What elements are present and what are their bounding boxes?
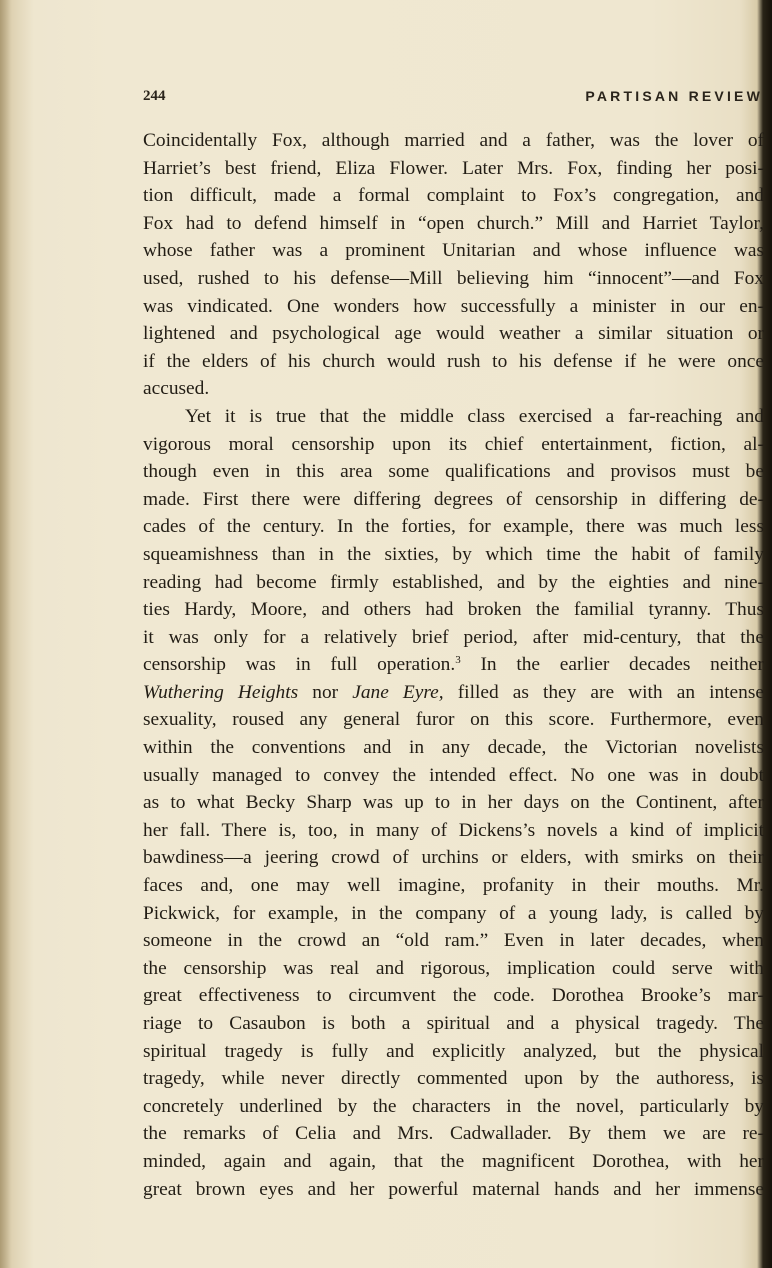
italic-title: Wuthering Heights [143, 681, 299, 703]
text-line: tion difficult, made a formal complaint to Fox’s congregation, and [143, 185, 764, 207]
text-line: within the conventions and in any decade, the Victorian novelists [143, 737, 764, 759]
text-line: cades of the century. In the forties, for example, there was much less [143, 516, 764, 538]
text-line-with-titles [143, 679, 764, 707]
text-line: was vindicated. One wonders how successfully a minister in our en- [143, 295, 764, 317]
line-text: censorship was in full operation. [143, 654, 456, 676]
text-line: Pickwick, for example, in the company of a young lady, is called by [143, 902, 764, 924]
text-line: bawdiness—a jeering crowd of urchins or elders, with smirks on their [143, 847, 764, 869]
text-line: concretely underlined by the characters in the novel, particularly by [143, 1095, 764, 1117]
text-line: Yet it is true that the middle class exercised a far-reaching and [185, 405, 764, 427]
line-text: nor [298, 681, 353, 703]
text-line: great brown eyes and her powerful maternal hands and her immense [143, 1178, 764, 1200]
text-line-with-footnote [143, 651, 764, 679]
text-line: whose father was a prominent Unitarian and whose influence was [143, 240, 764, 262]
running-head [143, 86, 763, 110]
journal-title: PARTISAN REVIEW [585, 88, 763, 104]
text-line: faces and, one may well imagine, profanity in their mouths. Mr. [143, 875, 764, 897]
body-text [143, 127, 764, 1203]
gutter-shadow [0, 0, 12, 1268]
text-line: the censorship was real and rigorous, implication could serve with [143, 957, 764, 979]
text-line: someone in the crowd an “old ram.” Even in later decades, when [143, 930, 764, 952]
paragraph-2 [143, 403, 764, 1203]
text-line: though even in this area some qualifications and provisos must be [143, 461, 764, 483]
text-line: riage to Casaubon is both a spiritual and a physical tragedy. The [143, 1013, 764, 1034]
line-text: In the earlier decades neither [460, 654, 764, 676]
text-line: made. First there were differing degrees of censorship in differing de- [143, 488, 764, 510]
text-line: Fox had to defend himself in “open church.” Mill and Harriet Taylor, [143, 212, 764, 234]
text-line: squeamishness than in the sixties, by which time the habit of family [143, 543, 764, 565]
text-line: minded, again and again, that the magnificent Dorothea, with her [143, 1150, 764, 1172]
text-line: reading had become firmly established, and by the eighties and nine- [143, 571, 764, 593]
line-text: filled as they are with an intense [443, 681, 765, 703]
text-line: ties Hardy, Moore, and others had broken the familial tyranny. Thus [143, 599, 764, 621]
text-line: spiritual tragedy is fully and explicitly analyzed, but the physical [143, 1040, 764, 1062]
text-line: tragedy, while never directly commented upon by the authoress, is [143, 1068, 764, 1090]
text-line: lightened and psychological age would weather a similar situation or [143, 323, 764, 345]
text-line: vigorous moral censorship upon its chief entertainment, fiction, al- [143, 433, 764, 455]
text-line: the remarks of Celia and Mrs. Cadwallader. By them we are re- [143, 1123, 764, 1145]
text-line: it was only for a relatively brief period, after mid-century, that the [143, 626, 764, 648]
text-line: if the elders of his church would rush to his defense if he were once [143, 350, 764, 372]
text-line: her fall. There is, too, in many of Dickens’s novels a kind of implicit [143, 819, 764, 841]
text-line: usually managed to convey the intended effect. No one was in doubt [143, 764, 764, 786]
text-line: Harriet’s best friend, Eliza Flower. Later Mrs. Fox, finding her posi- [143, 157, 764, 179]
footnote-marker: 3 [455, 654, 461, 667]
text-line: as to what Becky Sharp was up to in her days on the Continent, after [143, 792, 764, 814]
page-number: 244 [143, 88, 166, 104]
italic-title: Jane Eyre, [352, 681, 444, 703]
text-line: great effectiveness to circumvent the code. Dorothea Brooke’s mar- [143, 985, 764, 1007]
text-line: sexuality, roused any general furor on this score. Furthermore, even [143, 709, 764, 731]
text-line: Coincidentally Fox, although married and a father, was the lover of [143, 130, 764, 151]
text-line: used, rushed to his defense—Mill believing him “innocent”—and Fox [143, 267, 764, 289]
text-line: accused. [143, 378, 210, 400]
paragraph-1 [143, 127, 764, 403]
